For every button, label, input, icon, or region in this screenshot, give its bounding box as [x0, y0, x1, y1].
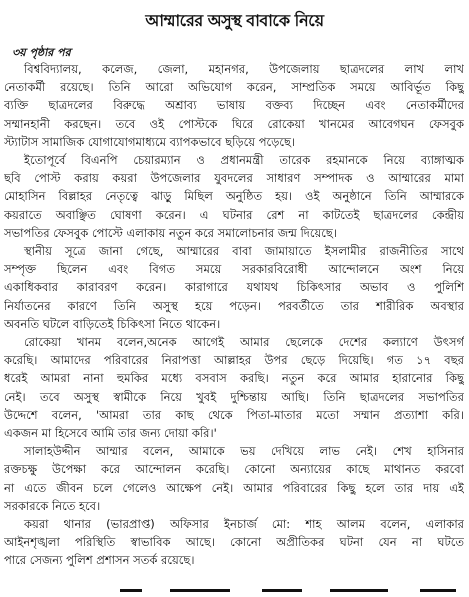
- paragraph-line: রক্তচক্ষু উপেক্ষা করে আন্দোলন করেছি। কোনো অন্যায়ের কাছে মাথানত করবো: [4, 462, 464, 477]
- paragraph-line: ব্যক্তি ছাত্রদলের বিরুদ্ধে অশ্রাব্য ভাষায় বক্তব্য দিচ্ছেন এবং নেতাকর্মীদের: [4, 98, 464, 113]
- headline: আম্মারের অসুস্থ বাবাকে নিয়ে: [145, 11, 324, 30]
- paragraph-line: নির্যাতনের কারণে তিনি অসুস্থ হয়ে পড়েন। পরবর্তীতে তার শারীরিক অবস্থার: [4, 298, 464, 313]
- article-paragraph: [4, 333, 464, 442]
- paragraph-line: সরকারকে নিতে হবে।: [4, 498, 101, 513]
- paragraph-line: ইতোপূর্বে বিএনপি চেয়ারম্যান ও প্রধানমন্ত্রী তারেক রহমানকে নিয়ে ব্যাঙ্গাত্মক: [24, 153, 464, 168]
- paragraph-line: নেই। তবে অসুস্থ স্বামীকে নিয়ে খুবই দুশ্চিন্তায় আছি। তিনি ছাত্রদলের সভাপতির: [4, 389, 464, 404]
- article-paragraph: [4, 515, 464, 570]
- paragraph-line: ধরেই আমরা নানা হুমকির মধ্যে বসবাস করছি। নতুন করে আমার হারানোর কিছু: [4, 371, 464, 386]
- paragraph-line: সালাহউদ্দীন আম্মার বলেন, আমাকে ভয় দেখিয়ে লাভ নেই। শেখ হাসিনার: [24, 444, 464, 459]
- paragraph-line: না এতে জীবন চলে গেলেও আক্ষেপ নেই। আমার পরিবারের কিছু হলে তার দায় এই: [4, 480, 464, 495]
- paragraph-line: করেছি। আমাদের পরিবারের নিরাপত্তা আল্লাহর উপর ছেড়ে দিয়েছি। গত ১৭ বছর: [4, 353, 464, 368]
- paragraph-line: রোকেয়া খানম বলেন,অনেক আগেই আমার ছেলেকে দেশের কল্যাণে উৎসর্গ: [24, 335, 464, 350]
- article-paragraph: [4, 442, 464, 515]
- article-body: [4, 60, 464, 570]
- paragraph-line: উদ্দেশে বলেন, 'আমরা তার কাছ থেকে পিতা-মাতার মতো সম্মান প্রত্যাশা করি।: [4, 407, 464, 422]
- paragraph-line: স্থানীয় সূত্রে জানা গেছে, আম্মারের বাবা জামায়াতে ইসলামীর রাজনীতির সাথে: [24, 244, 464, 259]
- paragraph-line: কয়রা থানার (ভারপ্রাপ্ত) অফিসার ইনচার্জ মো: শাহ আলম বলেন, এলাকার: [24, 517, 464, 532]
- paragraph-line: আইনশৃঙ্খলা পরিস্থিতি স্বাভাবিক আছে। কোনো অপ্রীতিকর ঘটনা যেন না ঘটতে: [4, 535, 464, 550]
- paragraph-line: একাধিকবার কারাবরণ করেন। কারাগারে যথাযথ চিকিৎসার অভাব ও পুলিশি: [4, 280, 464, 295]
- article-paragraph: [4, 242, 464, 333]
- paragraph-line: নেতাকর্মী রয়েছে। তিনি আরো অভিযোগ করেন, সাম্প্রতিক সময়ে আবির্ভূত কিছু: [4, 80, 464, 95]
- article-paragraph: [4, 151, 464, 242]
- cut-off-next-article: [0, 585, 469, 597]
- paragraph-line: অবনতি ঘটলে বাড়িতেই চিকিৎসা নিতে থাকেন।: [4, 316, 221, 331]
- paragraph-line: মোহাসিন বিল্লাহর নেতৃত্বে ঝাড়ু মিছিল অনুষ্ঠিত হয়। ওই অনুষ্ঠানে তিনি আম্মারকে: [4, 189, 464, 204]
- paragraph-line: সভাপতির ফেসবুক পোস্টে এলাকায় নতুন করে সমালোচনার জন্ম দিয়েছে।: [4, 225, 337, 240]
- paragraph-line: সম্মানহানী করছেন। তবে ওই পোস্টকে ঘিরে রোকেয়া খানমের আবেগঘন ফেসবুক: [4, 116, 464, 131]
- continued-from-label: ৩য় পৃষ্ঠার পর: [12, 46, 71, 59]
- paragraph-line: সম্পৃক্ত ছিলেন এবং বিগত সময়ে সরকারবিরোধী আন্দোলনে অংশ নিয়ে: [4, 262, 464, 277]
- paragraph-line: কয়রাতে অবাঞ্ছিত ঘোষণা করেন। এ ঘটনার রেশ না কাটতেই ছাত্রদলের কেন্দ্রীয়: [4, 207, 464, 222]
- paragraph-line: ছবি পোস্ট করায় কয়রা উপজেলার যুবদলের সাধারণ সম্পাদক ও আম্মারের মামা: [4, 171, 464, 186]
- paragraph-line: পারে সেজন্য পুলিশ প্রশাসন সতর্ক রয়েছে।: [4, 553, 195, 568]
- paragraph-line: একজন মা হিসেবে আমি তার জন্য দোয়া করি।': [4, 426, 217, 441]
- paragraph-line: বিশ্ববিদ্যালয়, কলেজ, জেলা, মহানগর, উপজেলায় ছাত্রদলের লাখ লাখ: [24, 62, 464, 76]
- article-paragraph: [4, 60, 464, 151]
- paragraph-line: স্ট্যাটাস সামাজিক যোগাযোগমাধ্যমে ব্যাপকভাবে ছড়িয়ে পড়েছে।: [4, 134, 296, 149]
